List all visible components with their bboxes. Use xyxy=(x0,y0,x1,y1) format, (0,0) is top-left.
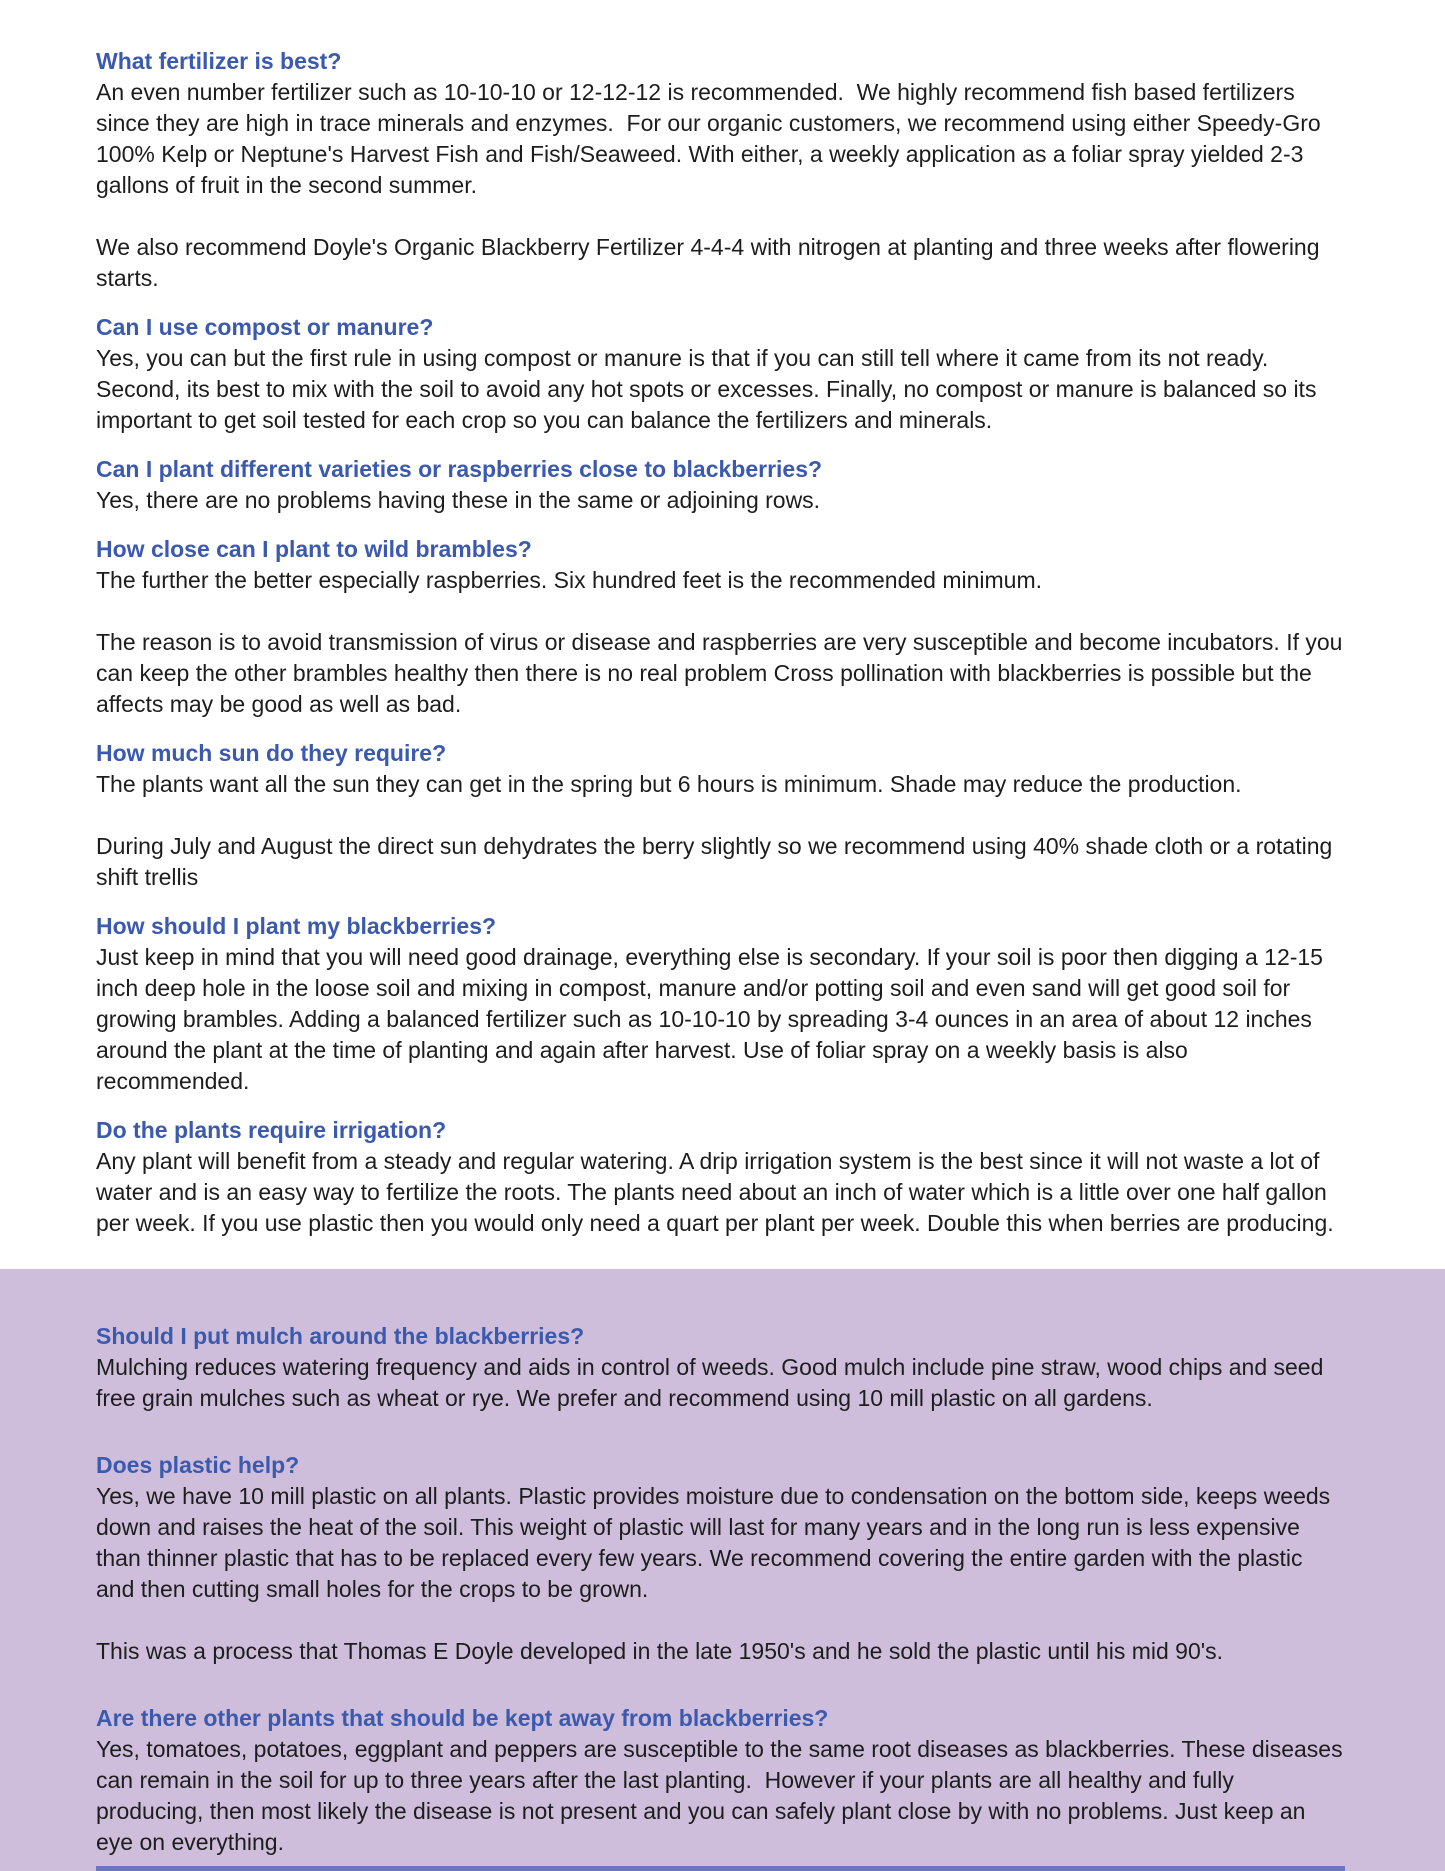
faq-question-heading: Can I plant different varieties or raspberries close to blackberries? xyxy=(96,456,823,482)
faq-section-sun xyxy=(96,738,1345,893)
faq-answer-paragraph: Yes, we have 10 mill plastic on all plants. Plastic provides moisture due to condensation on the bottom side, keeps weeds down and raises the heat of the soil. This weight of plastic will last for many years and in the long run is less expensive than thinner plastic that has to be replaced every few years. We recommend covering the entire garden with the plastic and then cutting small holes for the crops to be grown. xyxy=(96,1483,1337,1602)
faq-answer-paragraph: Mulching reduces watering frequency and aids in control of weeds. Good mulch include pine straw, wood chips and seed free grain mulches such as wheat or rye. We prefer and recommend using 10 mill plastic on all gardens. xyxy=(96,1354,1330,1411)
faq-answer-paragraph: Any plant will benefit from a steady and regular watering. A drip irrigation system is the best since it will not waste a lot of water and is an easy way to fertilize the roots. The plants need about an inch of water which is a little over one half gallon per week. If you use plastic then you would only need a quart per plant per week. Double this when berries are producing. xyxy=(96,1148,1334,1236)
faq-section-irrigation xyxy=(96,1115,1345,1239)
faq-section-other-plants xyxy=(96,1703,1349,1858)
faq-section-mulch xyxy=(96,1321,1345,1414)
faq-answer-paragraph: The reason is to avoid transmission of virus or disease and raspberries are very susceptible and become incubators. If you can keep the other brambles healthy then there is no real problem Cross pollination with blackberries is possible but the affects may be good as well as bad. xyxy=(96,629,1349,717)
faq-purple-region xyxy=(0,1269,1445,1858)
faq-question-heading: How much sun do they require? xyxy=(96,740,447,766)
faq-question-heading: Should I put mulch around the blackberries? xyxy=(96,1323,585,1349)
faq-question-heading: Are there other plants that should be kept away from blackberries? xyxy=(96,1705,829,1731)
faq-question-heading: What fertilizer is best? xyxy=(96,48,342,74)
faq-answer-paragraph: The further the better especially raspberries. Six hundred feet is the recommended minimum. xyxy=(96,567,1042,593)
faq-question-heading: Does plastic help? xyxy=(96,1452,300,1478)
faq-answer-paragraph: Yes, tomatoes, potatoes, eggplant and peppers are susceptible to the same root diseases as blackberries. These diseases can remain in the soil for up to three years after the last planting. However if your plants are all healthy and fully producing, then most likely the disease is not present and you can safely plant close by with no problems. Just keep an eye on everything. xyxy=(96,1736,1349,1855)
faq-question-heading: Do the plants require irrigation? xyxy=(96,1117,447,1143)
faq-section-varieties xyxy=(96,454,1345,516)
faq-answer-paragraph: An even number fertilizer such as 10-10-10 or 12-12-12 is recommended. We highly recommend fish based fertilizers since they are high in trace minerals and enzymes. For our organic customers, we recommend using either Speedy-Gro 100% Kelp or Neptune's Harvest Fish and Fish/Seaweed. With either, a weekly application as a foliar spray yielded 2-3 gallons of fruit in the second summer. xyxy=(96,79,1328,198)
faq-answer-paragraph: Yes, you can but the first rule in using compost or manure is that if you can still tell where it came from its not ready. Second, its best to mix with the soil to avoid any hot spots or excesses. Finally, no compost or manure is balanced so its important to get soil tested for each crop so you can balance the fertilizers and minerals. xyxy=(96,345,1323,433)
bottom-divider-bar xyxy=(96,1866,1345,1871)
faq-answer-paragraph: We also recommend Doyle's Organic Blackberry Fertilizer 4-4-4 with nitrogen at planting and three weeks after flowering starts. xyxy=(96,234,1326,291)
faq-answer-paragraph: Just keep in mind that you will need good drainage, everything else is secondary. If your soil is poor then digging a 12-15 inch deep hole in the loose soil and mixing in compost, manure and/or potting soil and even sand will get good soil for growing brambles. Adding a balanced fertilizer such as 10-10-10 by spreading 3-4 ounces in an area of about 12 inches around the plant at the time of planting and again after harvest. Use of foliar spray on a weekly basis is also recommended. xyxy=(96,944,1330,1094)
faq-answer-paragraph: The plants want all the sun they can get in the spring but 6 hours is minimum. Shade may reduce the production. xyxy=(96,771,1242,797)
faq-section-plastic xyxy=(96,1450,1345,1667)
faq-section-fertilizer xyxy=(96,46,1345,294)
faq-answer-paragraph: This was a process that Thomas E Doyle developed in the late 1950's and he sold the plastic until his mid 90's. xyxy=(96,1638,1224,1664)
faq-answer-paragraph: Yes, there are no problems having these in the same or adjoining rows. xyxy=(96,487,821,513)
faq-section-wild-brambles xyxy=(96,534,1349,720)
faq-section-compost xyxy=(96,312,1345,436)
faq-answer-paragraph: During July and August the direct sun dehydrates the berry slightly so we recommend using 40% shade cloth or a rotating shift trellis xyxy=(96,833,1339,890)
faq-question-heading: How close can I plant to wild brambles? xyxy=(96,536,532,562)
faq-question-heading: How should I plant my blackberries? xyxy=(96,913,497,939)
faq-section-planting xyxy=(96,911,1345,1097)
faq-question-heading: Can I use compost or manure? xyxy=(96,314,434,340)
